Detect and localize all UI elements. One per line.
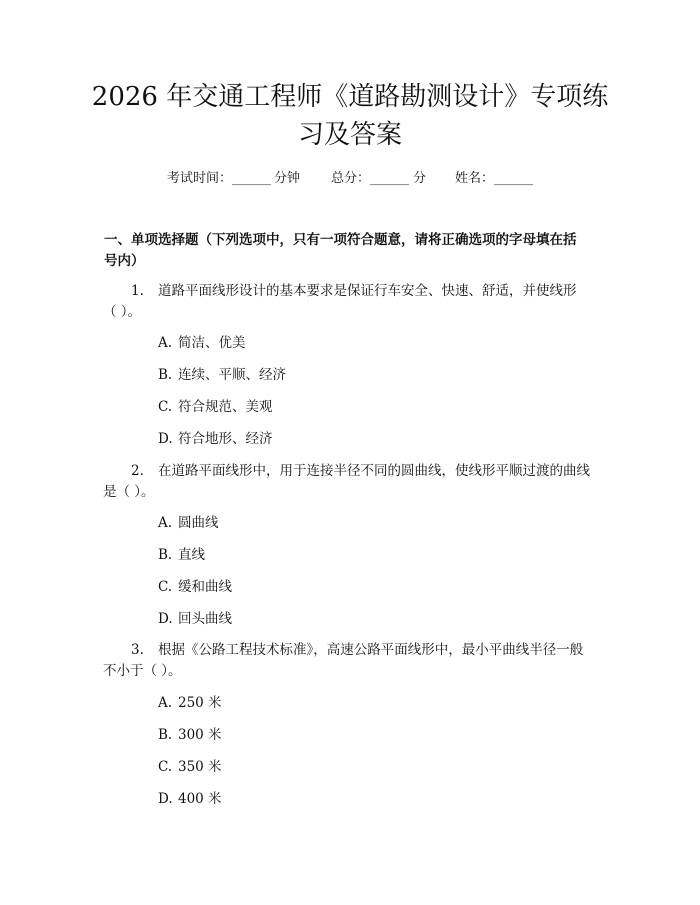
exam-info-row bbox=[0, 170, 700, 188]
score-blank: ______ bbox=[370, 171, 409, 186]
option-letter: B. bbox=[158, 547, 173, 563]
option-text: 250 米 bbox=[178, 695, 222, 711]
question-text-line-2: （ ）。 bbox=[103, 304, 142, 320]
question-text-line-2: 是（ ）。 bbox=[103, 484, 155, 500]
option-letter: C. bbox=[158, 399, 173, 415]
option-letter: C. bbox=[158, 579, 173, 595]
option-letter: A. bbox=[158, 515, 173, 531]
question-number: 2. bbox=[131, 463, 144, 479]
option-b[interactable] bbox=[158, 726, 222, 744]
section-heading-line-1: 一、单项选择题（下列选项中，只有一项符合题意，请将正确选项的字母填在括 bbox=[104, 232, 577, 248]
document-title bbox=[70, 78, 630, 154]
time-label: 考试时间： bbox=[167, 171, 233, 186]
option-a[interactable] bbox=[158, 334, 246, 352]
option-d[interactable] bbox=[158, 430, 273, 448]
option-text: 400 米 bbox=[178, 791, 222, 807]
option-c[interactable] bbox=[158, 398, 273, 416]
score-label: 总分： bbox=[331, 171, 371, 186]
option-text: 连续、平顺、经济 bbox=[178, 367, 286, 383]
option-text: 符合地形、经济 bbox=[178, 431, 273, 447]
title-line-2: 习及答案 bbox=[297, 120, 402, 150]
option-letter: B. bbox=[158, 727, 173, 743]
title-line-1: 2026 年交通工程师《道路勘测设计》专项练 bbox=[91, 82, 609, 112]
option-letter: C. bbox=[158, 759, 173, 775]
option-text: 符合规范、美观 bbox=[178, 399, 273, 415]
option-text: 简洁、优美 bbox=[178, 335, 246, 351]
option-letter: A. bbox=[158, 335, 173, 351]
option-d[interactable] bbox=[158, 610, 232, 628]
name-blank: ______ bbox=[494, 171, 533, 186]
option-a[interactable] bbox=[158, 694, 222, 712]
section-heading bbox=[104, 230, 604, 272]
option-b[interactable] bbox=[158, 366, 286, 384]
option-text: 直线 bbox=[178, 547, 205, 563]
option-b[interactable] bbox=[158, 546, 205, 564]
option-text: 350 米 bbox=[178, 759, 222, 775]
option-d[interactable] bbox=[158, 790, 222, 808]
question-number: 3. bbox=[131, 642, 144, 658]
option-letter: D. bbox=[158, 791, 173, 807]
option-text: 缓和曲线 bbox=[178, 579, 232, 595]
time-unit: 分钟 bbox=[274, 171, 301, 186]
option-c[interactable] bbox=[158, 578, 232, 596]
option-text: 回头曲线 bbox=[178, 611, 232, 627]
section-heading-line-2: 号内） bbox=[104, 253, 145, 269]
option-letter: B. bbox=[158, 367, 173, 383]
option-a[interactable] bbox=[158, 514, 219, 532]
question-text-line-2: 不小于（ ）。 bbox=[103, 663, 182, 679]
time-blank: ______ bbox=[232, 171, 271, 186]
option-text: 圆曲线 bbox=[178, 515, 219, 531]
score-unit: 分 bbox=[413, 171, 427, 186]
option-letter: D. bbox=[158, 611, 173, 627]
question-number: 1. bbox=[131, 283, 144, 299]
question-text-line-1: 道路平面线形设计的基本要求是保证行车安全、快速、舒适，并使线形 bbox=[158, 283, 577, 299]
option-letter: A. bbox=[158, 695, 173, 711]
question-text-line-1: 根据《公路工程技术标准》，高速公路平面线形中，最小平曲线半径一般 bbox=[158, 642, 584, 658]
name-label: 姓名： bbox=[455, 171, 495, 186]
option-c[interactable] bbox=[158, 758, 222, 776]
question-text-line-1: 在道路平面线形中，用于连接半径不同的圆曲线，使线形平顺过渡的曲线 bbox=[158, 463, 590, 479]
option-text: 300 米 bbox=[178, 727, 222, 743]
option-letter: D. bbox=[158, 431, 173, 447]
